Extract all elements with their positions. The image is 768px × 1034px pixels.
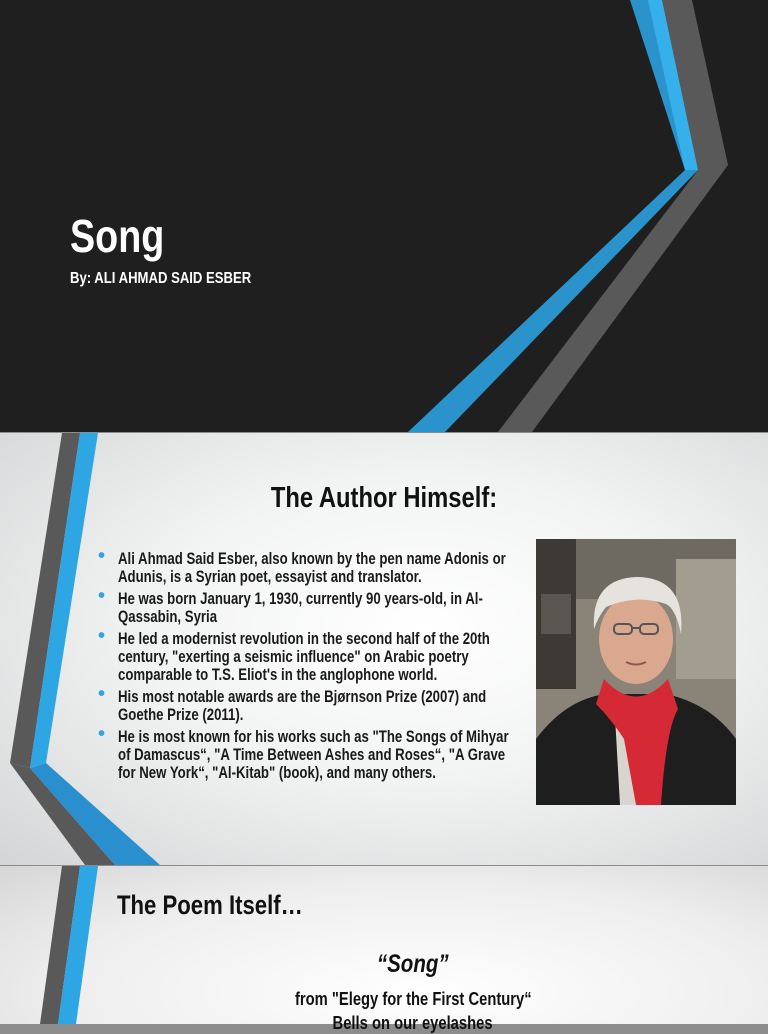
list-item: • He is most known for his works such as "The Songs of Mihyar of Damascus“, "A Time Between Ashes and Roses“, "A Grave for New York“, "Al-Kitab" (book), and many others.: [98, 728, 538, 782]
presentation-title: Song: [70, 210, 165, 262]
list-item: • He led a modernist revolution in the second half of the 20th century, "exerting a seismic influence" on Arabic poetry comparable to T.S. Eliot's in the anglophone world.: [98, 630, 538, 684]
author-photo: [536, 539, 736, 805]
list-item: • His most notable awards are the Bjørnson Prize (2007) and Goethe Prize (2011).: [98, 688, 538, 724]
author-byline: By: ALI AHMAD SAID ESBER: [70, 270, 252, 287]
list-item: • He was born January 1, 1930, currently 90 years-old, in Al-Qassabin, Syria: [98, 590, 538, 626]
title-slide: [0, 0, 768, 432]
poem-source: from "Elegy for the First Century“: [294, 989, 532, 1009]
list-item: • Ali Ahmad Said Esber, also known by the pen name Adonis or Adunis, is a Syrian poet, essayist and translator.: [98, 550, 538, 586]
author-facts-list: [98, 550, 538, 786]
slide-heading: The Author Himself:: [270, 482, 498, 514]
poem-title: “Song”: [377, 950, 449, 978]
poem-first-line: Bells on our eyelashes: [333, 1013, 493, 1033]
slide-heading: The Poem Itself…: [117, 890, 303, 920]
